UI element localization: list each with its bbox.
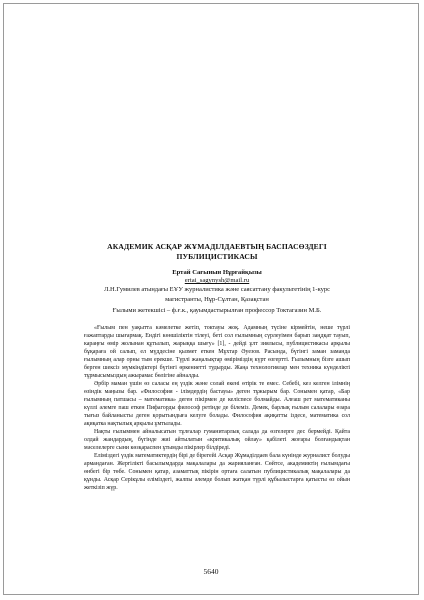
body-paragraph-2: Әрбір маман үшін өз саласы ең үздік және солай екені өтірік те емес. Себебі, кез келген ілімнің өзіндік маңызы бар. «Философия - ілімдердің бастауы» деген тұжырым бар. Сонымен қатар, «Бар ғылымның патшасы – математика» деген пікірмен де келіспесе болмайды. Алғаш рет математиканы күллі әлемге паш еткен Пифагорды философ ретінде де білеміз. Демек, барлық ғылым салалары өзара тығыз байланысты деген қорытындыға келуге болады. Философия ақиқатты іздесе, математика сол ақиқатка нақтылық арқылы ұмтылады. xyxy=(84,380,350,428)
article-title-line-1: АКАДЕМИК АСҚАР ЖҰМАДІЛДАЕВТЫҢ БАСПАСӨЗДЕГІ xyxy=(107,242,327,251)
affiliation-line-1: Л.Н.Гумилев атындағы ЕҰУ журналистика және саясаттану факультетінің 1-курс xyxy=(103,286,331,293)
body-paragraph-4: Еліміздегі үздік математиктердің бірі де бірегейі Асқар Жұмаділдаев бала күнінде журналист болуды армандаған. Жергілікті басылымдарда мақалалары да жарияланған. Сөйтсе, академиктің ғылымдағы өнбегі бір төбе. Сонымен қатар, азаматтық пікірін ортаға салатын публицистикалық мақалалары да құнды. Асқар Серікұлы еліміздегі, жалпы әлемде болып жатқан түрлі құбылыстарға қатысты өз ойын жеткізіп жүр. xyxy=(84,453,350,492)
article-title xyxy=(84,242,350,261)
author-name: Ертай Сағынын Нұрғайқызы xyxy=(172,269,262,276)
author-email: ertai_sagynysh@mail.ru xyxy=(184,277,250,284)
affiliation-line-2: магистранты, Нұр-Сұлтан, Қазақстан xyxy=(165,295,269,303)
article-title-line-2: ПУБЛИЦИСТИКАСЫ xyxy=(176,251,258,261)
article-body xyxy=(84,324,350,493)
paper-page xyxy=(3,3,419,595)
body-paragraph-1: «Ғылым пен уақытта кәмелетке жетіп, токтауы жоқ. Адамның түсіне кірмейтін, неше түрлі ғажаптарды шығармақ. Ендігі көншіліктін тілеуі, беті сол ғылымның сүрлеуімен барып заңдқат тауып, караңғы өмір жолынан құтылып, жарыққа шығу» [1], - дейді ұлт зиялысы, публицистикасы арқылы бұқараға ой салып, ел мүддесіне қызмет еткен Мұхтар Әуезов. Расында, бүгінгі заман заманда ғылымның алар орны тым ерекше. Түрлі жаңалықтар өміріміздің күрт өзгертті. Ғылымның бізге ашып берген шексіз мүмкіндіктері бүгінгі өркениетті тудырды. Жаңа технологиялар мен техника күнделікті тұрмысымыздың ажырамас бөлігіне айналды. xyxy=(84,324,350,379)
body-paragraph-3: Нақты ғылыммен айналысатын тұлғалар гуманитарлық салада да өзгелерге дес бермейді. Қайта олдай жандардың, бүгінде жиі айтылатын «критикалық ойлау» қабілеті жоғары болғандықтан мәселелерге сыни көзқараспен ұтымды пікірлер білдіреді. xyxy=(84,429,350,452)
supervisor-line: Ғылыми жетекшісі – ф.ғ.к., қауымдастырылған профессор Токтагазин М.Б. xyxy=(112,307,322,314)
article-content xyxy=(84,242,350,492)
page-number: 5640 xyxy=(203,567,219,576)
